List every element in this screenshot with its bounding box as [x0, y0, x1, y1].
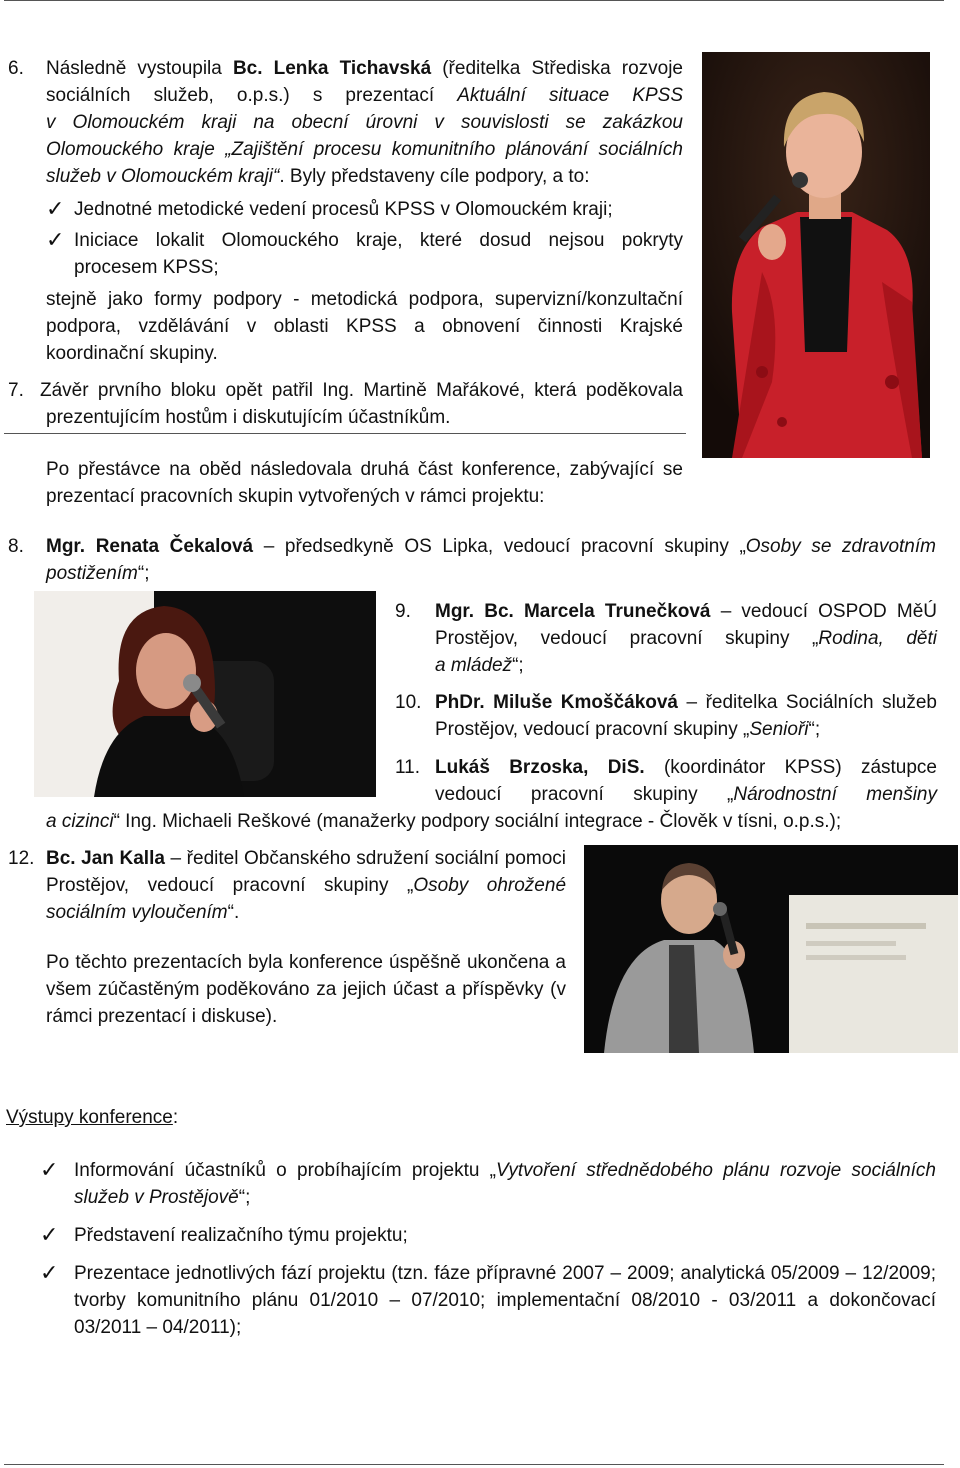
checkmark-icon: ✓	[46, 196, 65, 221]
bullet-item-cont: 03/2011 – 04/2011);	[74, 1317, 242, 1338]
text-line: stejně jako formy podpory - metodická podpora, supervizní/konzultační	[46, 289, 683, 310]
text-line: Olomouckého kraje „Zajištění procesu komunitního plánování sociálních	[46, 139, 683, 160]
text-line: prezentací pracovních skupin vytvořených v rámci projektu:	[46, 486, 545, 507]
text-line: a mládež“;	[435, 655, 524, 676]
text-line: všem zúčastěným poděkováno za jejich účast a příspěvky (v	[46, 979, 566, 1000]
bullet-item: Iniciace lokalit Olomouckého kraje, které dosud nejsou pokryty	[74, 230, 683, 251]
photo-speaker-woman-microphone	[34, 591, 376, 797]
photo-image	[34, 591, 376, 797]
text-line: podpora, vzdělávání v oblasti KPSS a obnovení činnosti Krajské	[46, 316, 683, 337]
bullet-item: Informování účastníků o probíhajícím projektu „Vytvoření střednědobého plánu rozvoje sociálních	[74, 1160, 936, 1181]
bullet-item-cont: procesem KPSS;	[74, 257, 219, 278]
item-number: 10.	[395, 692, 422, 713]
text-line: Prostějov, vedoucí pracovní skupiny „Osoby ohrožené	[46, 875, 567, 896]
bullet-item-cont: služeb v Prostějově“;	[74, 1187, 251, 1208]
text-line: prezentujícím hostům i diskutujícím účastníkům.	[46, 407, 451, 428]
item-number: 12.	[8, 848, 35, 869]
text-line: sociálních služeb, o.p.s.) s prezentací Aktuální situace KPSS	[46, 85, 683, 106]
photo-image	[702, 52, 930, 458]
text-line: rámci prezentací i diskuse).	[46, 1006, 278, 1027]
item-number: 9.	[395, 601, 411, 622]
checkmark-icon: ✓	[40, 1260, 59, 1285]
section-heading: Výstupy konference:	[6, 1107, 179, 1128]
checkmark-icon: ✓	[46, 227, 65, 252]
text-line: koordinační skupiny.	[46, 343, 218, 364]
text-line: Po přestávce na oběd následovala druhá část konference, zabývající se	[46, 459, 683, 480]
text-line: sociálním vyloučením“.	[46, 902, 240, 923]
text-line: a cizinci“ Ing. Michaeli Reškové (manažerky podpory sociální integrace - Člověk v tísni, o.p.s.);	[46, 811, 842, 832]
bullet-item: Prezentace jednotlivých fází projektu (tzn. fáze přípravné 2007 – 2009; analytická 05/2009 – 12/2009;	[74, 1263, 936, 1284]
text-line: Po těchto prezentacích byla konference úspěšně ukončena a	[46, 952, 566, 973]
checkmark-icon: ✓	[40, 1222, 59, 1247]
bullet-item: Jednotné metodické vedení procesů KPSS v Olomouckém kraji;	[74, 199, 613, 220]
section-rule	[4, 433, 686, 434]
bullet-item: Představení realizačního týmu projektu;	[74, 1225, 408, 1246]
text-line: Prostějov, vedoucí pracovní skupiny „Senioři“;	[435, 719, 821, 740]
photo-speaker-man-presentation	[584, 845, 958, 1053]
text-line: Lukáš Brzoska, DiS. (koordinátor KPSS) zástupce	[435, 757, 937, 778]
checkmark-icon: ✓	[40, 1157, 59, 1182]
text-line: Následně vystoupila Bc. Lenka Tichavská (ředitelka Střediska rozvoje	[46, 58, 683, 79]
item-number: 7.	[8, 380, 24, 401]
text-line: v Olomouckém kraji na obecní úrovni v souvislosti se zakázkou	[46, 112, 683, 133]
top-rule	[4, 0, 944, 1]
photo-speaker-red-jacket	[702, 52, 930, 458]
text-line: postižením“;	[46, 563, 150, 584]
text-line: služeb v Olomouckém kraji“. Byly představeny cíle podpory, a to:	[46, 166, 590, 187]
text-line: Prostějov, vedoucí pracovní skupiny „Rodina, děti	[435, 628, 937, 649]
text-line: Mgr. Renata Čekalová – předsedkyně OS Lipka, vedoucí pracovní skupiny „Osoby se zdravotním	[46, 536, 936, 557]
text-line: Bc. Jan Kalla – ředitel Občanského sdružení sociální pomoci	[46, 848, 567, 869]
photo-image	[584, 845, 958, 1053]
item-number: 8.	[8, 536, 24, 557]
text-line: Mgr. Bc. Marcela Trunečková – vedoucí OSPOD MěÚ	[435, 601, 938, 622]
bullet-item-cont: tvorby komunitního plánu 01/2010 – 07/2010; implementační 08/2010 - 03/2011 a dokončovací	[74, 1290, 936, 1311]
item-number: 6.	[8, 58, 24, 79]
text-line: PhDr. Miluše Kmoščáková – ředitelka Sociálních služeb	[435, 692, 938, 713]
text-line: vedoucí pracovní skupiny „Národnostní menšiny	[435, 784, 937, 805]
text-line: Závěr prvního bloku opět patřil Ing. Martině Mařákové, která poděkovala	[40, 380, 684, 401]
bottom-rule	[4, 1464, 944, 1465]
item-number: 11.	[395, 757, 421, 778]
